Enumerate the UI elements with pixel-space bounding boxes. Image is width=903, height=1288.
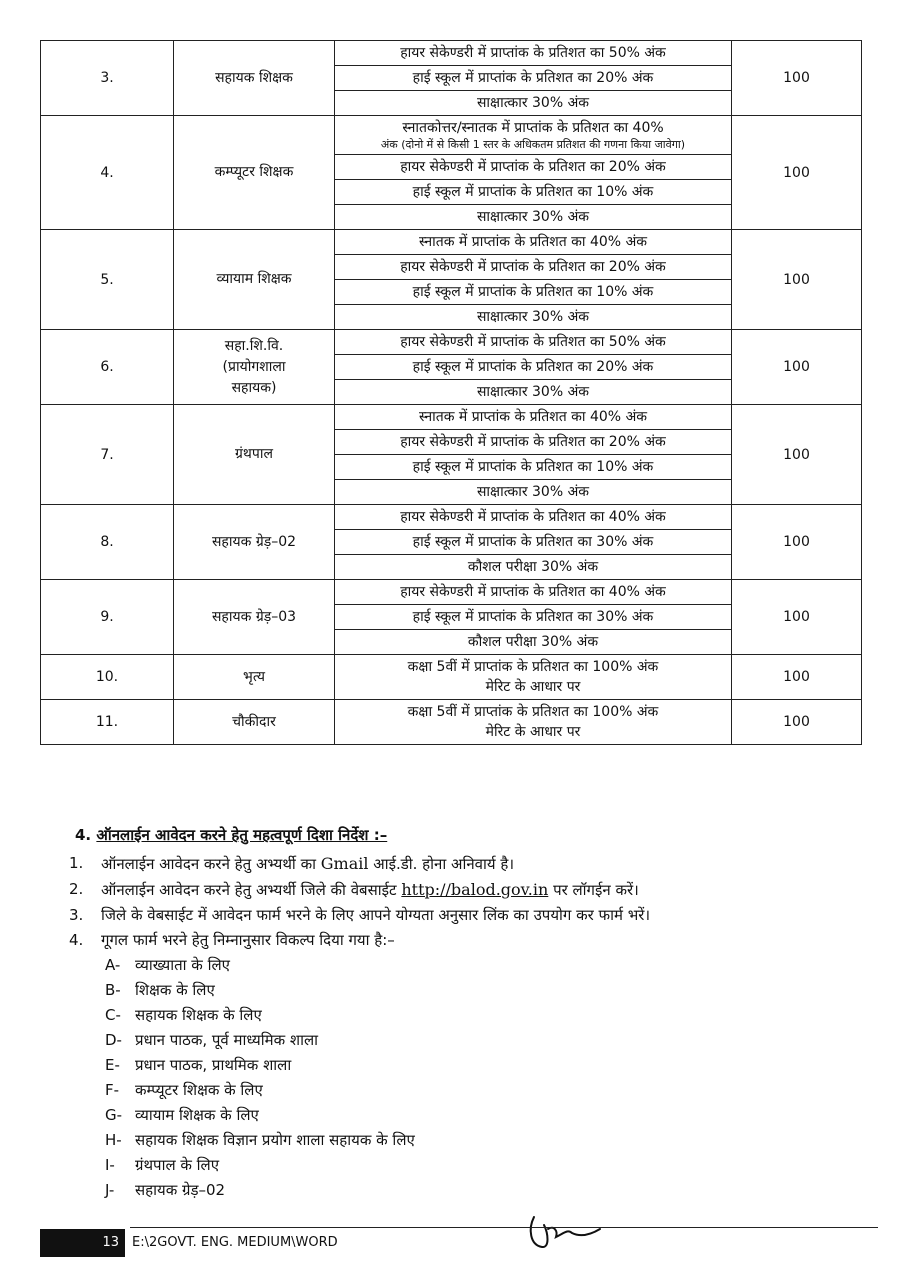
table-row xyxy=(41,330,862,405)
instruction-text-start: जिले के वेबसाईट में आवेदन फार्म भरने के लिए आपने योग्यता अनुसार लिंक का उपयोग कर फार्म भरें। xyxy=(101,906,651,924)
criteria-text: हायर सेकेण्डरी में प्राप्तांक के प्रतिशत का 20% अंक xyxy=(400,434,666,450)
instruction-text xyxy=(101,903,650,928)
table-row xyxy=(41,116,862,230)
instruction-text xyxy=(101,877,639,903)
option-text: सहायक ग्रेड़–02 xyxy=(135,1181,226,1199)
option-letter: A- xyxy=(105,956,121,974)
instruction-text-start: ऑनलाईन आवेदन करने हेतु अभ्यर्थी जिले की वेबसाईट xyxy=(101,881,402,899)
serial-number-cell: 8. xyxy=(41,505,174,580)
criteria-line xyxy=(335,41,731,66)
criteria-text: हाई स्कूल में प्राप्तांक के प्रतिशत का 10% अंक xyxy=(412,459,654,475)
serial-number-cell: 11. xyxy=(41,700,174,745)
criteria-line xyxy=(335,480,731,504)
option-item xyxy=(105,1178,865,1203)
post-name-cell xyxy=(174,405,335,505)
criteria-text: कक्षा 5वीं में प्राप्तांक के प्रतिशत का 100% अंक xyxy=(407,704,659,720)
post-name-line: ग्रंथपाल xyxy=(235,446,273,462)
section-title: ऑनलाईन आवेदन करने हेतु महत्वपूर्ण दिशा निर्देश :– xyxy=(96,826,388,844)
file-path: E:\2GOVT. ENG. MEDIUM\WORD xyxy=(132,1235,338,1250)
criteria-line xyxy=(335,580,731,605)
criteria-line xyxy=(335,180,731,205)
post-name-cell xyxy=(174,655,335,700)
post-name-line: भृत्य xyxy=(242,668,266,685)
instruction-text-end: आई.डी. होना अनिवार्य है। xyxy=(368,855,515,873)
post-name-cell xyxy=(174,580,335,655)
option-letter: E- xyxy=(105,1056,120,1074)
post-name-cell xyxy=(174,330,335,405)
criteria-subline: मेरिट के आधार पर xyxy=(485,724,581,740)
criteria-line xyxy=(335,555,731,579)
page-footer xyxy=(40,1227,878,1257)
table-body xyxy=(41,41,862,745)
criteria-line xyxy=(335,91,731,115)
criteria-text: कौशल परीक्षा 30% अंक xyxy=(467,634,599,650)
criteria-line xyxy=(335,355,731,380)
option-text: शिक्षक के लिए xyxy=(135,981,215,999)
total-marks-cell: 100 xyxy=(732,330,862,405)
criteria-line xyxy=(335,405,731,430)
option-list xyxy=(75,953,865,1203)
criteria-cell xyxy=(335,655,732,700)
post-name-line: चौकीदार xyxy=(232,713,276,730)
instruction-text xyxy=(101,851,514,877)
instruction-number: 2. xyxy=(69,880,84,898)
website-link[interactable]: http://balod.gov.in xyxy=(401,880,549,899)
option-text: ग्रंथपाल के लिए xyxy=(135,1156,220,1174)
post-name-line: व्यायाम शिक्षक xyxy=(216,271,292,287)
criteria-line xyxy=(335,605,731,630)
total-marks-cell: 100 xyxy=(732,41,862,116)
table-row xyxy=(41,655,862,700)
option-item xyxy=(105,1078,865,1103)
criteria-line xyxy=(335,700,731,744)
post-name-cell xyxy=(174,41,335,116)
table-row xyxy=(41,505,862,580)
post-name-cell xyxy=(174,230,335,330)
criteria-text: स्नातक में प्राप्तांक के प्रतिशत का 40% अंक xyxy=(418,234,648,250)
criteria-text: हायर सेकेण्डरी में प्राप्तांक के प्रतिशत का 20% अंक xyxy=(400,159,666,175)
instruction-item xyxy=(69,877,865,903)
criteria-cell xyxy=(335,405,732,505)
post-name-line: कम्प्यूटर शिक्षक xyxy=(214,164,294,180)
criteria-line xyxy=(335,505,731,530)
instruction-item xyxy=(69,928,865,953)
criteria-line xyxy=(335,116,731,155)
criteria-cell xyxy=(335,116,732,230)
total-marks-cell: 100 xyxy=(732,655,862,700)
instruction-number: 1. xyxy=(69,854,84,872)
instruction-item xyxy=(69,903,865,928)
page-number: 13 xyxy=(40,1229,125,1257)
criteria-line xyxy=(335,655,731,699)
option-item xyxy=(105,1153,865,1178)
criteria-text: साक्षात्कार 30% अंक xyxy=(476,309,590,325)
table-row xyxy=(41,405,862,505)
criteria-text: साक्षात्कार 30% अंक xyxy=(476,209,590,225)
option-letter: F- xyxy=(105,1081,120,1099)
total-marks-cell: 100 xyxy=(732,116,862,230)
total-marks-cell: 100 xyxy=(732,505,862,580)
option-text: कम्प्यूटर शिक्षक के लिए xyxy=(135,1081,263,1099)
option-text: सहायक शिक्षक विज्ञान प्रयोग शाला सहायक के लिए xyxy=(135,1131,415,1149)
serial-number-cell: 6. xyxy=(41,330,174,405)
post-name-line: (प्रायोगशाला xyxy=(222,358,286,375)
instruction-text-start: ऑनलाईन आवेदन करने हेतु अभ्यर्थी का xyxy=(101,855,321,873)
criteria-line xyxy=(335,305,731,329)
option-item xyxy=(105,953,865,978)
criteria-subline: मेरिट के आधार पर xyxy=(485,679,581,695)
option-text: व्याख्याता के लिए xyxy=(135,956,230,974)
section-heading xyxy=(75,825,865,845)
option-text: प्रधान पाठक, पूर्व माध्यमिक शाला xyxy=(135,1031,319,1049)
serial-number-cell: 4. xyxy=(41,116,174,230)
instruction-item xyxy=(69,851,865,877)
total-marks-cell: 100 xyxy=(732,580,862,655)
instruction-number: 3. xyxy=(69,906,84,924)
post-name-line: सहायक ग्रेड़–02 xyxy=(211,533,297,550)
table-row xyxy=(41,580,862,655)
criteria-cell xyxy=(335,580,732,655)
criteria-line xyxy=(335,230,731,255)
criteria-text: हायर सेकेण्डरी में प्राप्तांक के प्रतिशत का 40% अंक xyxy=(400,509,666,525)
option-text: प्रधान पाठक, प्राथमिक शाला xyxy=(135,1056,292,1074)
option-item xyxy=(105,1103,865,1128)
criteria-text: स्नातक में प्राप्तांक के प्रतिशत का 40% अंक xyxy=(418,409,648,425)
table-row xyxy=(41,41,862,116)
total-marks-cell: 100 xyxy=(732,700,862,745)
post-name-line: सहायक शिक्षक xyxy=(215,69,293,86)
criteria-line xyxy=(335,66,731,91)
serial-number-cell: 3. xyxy=(41,41,174,116)
criteria-cell xyxy=(335,330,732,405)
option-item xyxy=(105,1128,865,1153)
option-item xyxy=(105,1028,865,1053)
criteria-line xyxy=(335,455,731,480)
criteria-text: हायर सेकेण्डरी में प्राप्तांक के प्रतिशत का 40% अंक xyxy=(400,584,666,600)
criteria-text: साक्षात्कार 30% अंक xyxy=(476,484,590,500)
criteria-text: कौशल परीक्षा 30% अंक xyxy=(467,559,599,575)
criteria-text: हाई स्कूल में प्राप्तांक के प्रतिशत का 20% अंक xyxy=(412,359,654,375)
option-item xyxy=(105,1003,865,1028)
criteria-cell xyxy=(335,41,732,116)
table-row xyxy=(41,230,862,330)
criteria-line xyxy=(335,630,731,654)
criteria-text: हायर सेकेण्डरी में प्राप्तांक के प्रतिशत का 50% अंक xyxy=(400,45,666,61)
footer-rule xyxy=(130,1227,878,1228)
criteria-note: अंक (दोनो में से किसी 1 स्तर के अधिकतम प्रतिशत की गणना किया जावेगा) xyxy=(380,138,686,151)
gmail-term: Gmail xyxy=(320,854,369,873)
section-number: 4. xyxy=(75,826,92,844)
option-letter: J- xyxy=(105,1181,115,1199)
criteria-line xyxy=(335,330,731,355)
criteria-line xyxy=(335,530,731,555)
criteria-line xyxy=(335,280,731,305)
online-application-guidelines xyxy=(69,825,865,1203)
option-letter: D- xyxy=(105,1031,122,1049)
option-letter: G- xyxy=(105,1106,123,1124)
criteria-line xyxy=(335,205,731,229)
criteria-line xyxy=(335,430,731,455)
option-text: सहायक शिक्षक के लिए xyxy=(135,1006,262,1024)
marks-criteria-table xyxy=(40,40,862,745)
post-name-line: सहा.शि.वि. xyxy=(224,337,284,354)
criteria-line xyxy=(335,380,731,404)
post-name-cell xyxy=(174,116,335,230)
criteria-text: हायर सेकेण्डरी में प्राप्तांक के प्रतिशत का 20% अंक xyxy=(400,259,666,275)
criteria-line xyxy=(335,255,731,280)
criteria-text: हाई स्कूल में प्राप्तांक के प्रतिशत का 30% अंक xyxy=(412,609,654,625)
option-letter: I- xyxy=(105,1156,115,1174)
instruction-text-start: गूगल फार्म भरने हेतु निम्नानुसार विकल्प दिया गया है:– xyxy=(101,931,395,949)
criteria-line xyxy=(335,155,731,180)
option-text: व्यायाम शिक्षक के लिए xyxy=(135,1106,259,1124)
criteria-text: स्नातकोत्तर/स्नातक में प्राप्तांक के प्रतिशत का 40% xyxy=(402,120,664,136)
serial-number-cell: 10. xyxy=(41,655,174,700)
instruction-number: 4. xyxy=(69,931,84,949)
instruction-list xyxy=(69,851,865,953)
post-name-line: सहायक ग्रेड़–03 xyxy=(211,608,297,625)
criteria-text: साक्षात्कार 30% अंक xyxy=(476,384,590,400)
instruction-text xyxy=(101,928,395,953)
criteria-text: हाई स्कूल में प्राप्तांक के प्रतिशत का 10% अंक xyxy=(412,284,654,300)
total-marks-cell: 100 xyxy=(732,230,862,330)
option-letter: B- xyxy=(105,981,121,999)
option-letter: H- xyxy=(105,1131,122,1149)
serial-number-cell: 9. xyxy=(41,580,174,655)
post-name-cell xyxy=(174,505,335,580)
criteria-cell xyxy=(335,505,732,580)
option-item xyxy=(105,1053,865,1078)
serial-number-cell: 5. xyxy=(41,230,174,330)
total-marks-cell: 100 xyxy=(732,405,862,505)
post-name-cell xyxy=(174,700,335,745)
serial-number-cell: 7. xyxy=(41,405,174,505)
table-row xyxy=(41,700,862,745)
criteria-text: साक्षात्कार 30% अंक xyxy=(476,95,590,111)
post-name-line: सहायक) xyxy=(231,379,277,396)
option-letter: C- xyxy=(105,1006,121,1024)
criteria-text: कक्षा 5वीं में प्राप्तांक के प्रतिशत का 100% अंक xyxy=(407,659,659,675)
option-item xyxy=(105,978,865,1003)
criteria-cell xyxy=(335,700,732,745)
criteria-text: हायर सेकेण्डरी में प्राप्तांक के प्रतिशत का 50% अंक xyxy=(400,334,666,350)
criteria-cell xyxy=(335,230,732,330)
instruction-text-end: पर लॉगईन करें। xyxy=(548,881,639,899)
criteria-text: हाई स्कूल में प्राप्तांक के प्रतिशत का 20% अंक xyxy=(412,70,654,86)
criteria-text: हाई स्कूल में प्राप्तांक के प्रतिशत का 10% अंक xyxy=(412,184,654,200)
criteria-text: हाई स्कूल में प्राप्तांक के प्रतिशत का 30% अंक xyxy=(412,534,654,550)
